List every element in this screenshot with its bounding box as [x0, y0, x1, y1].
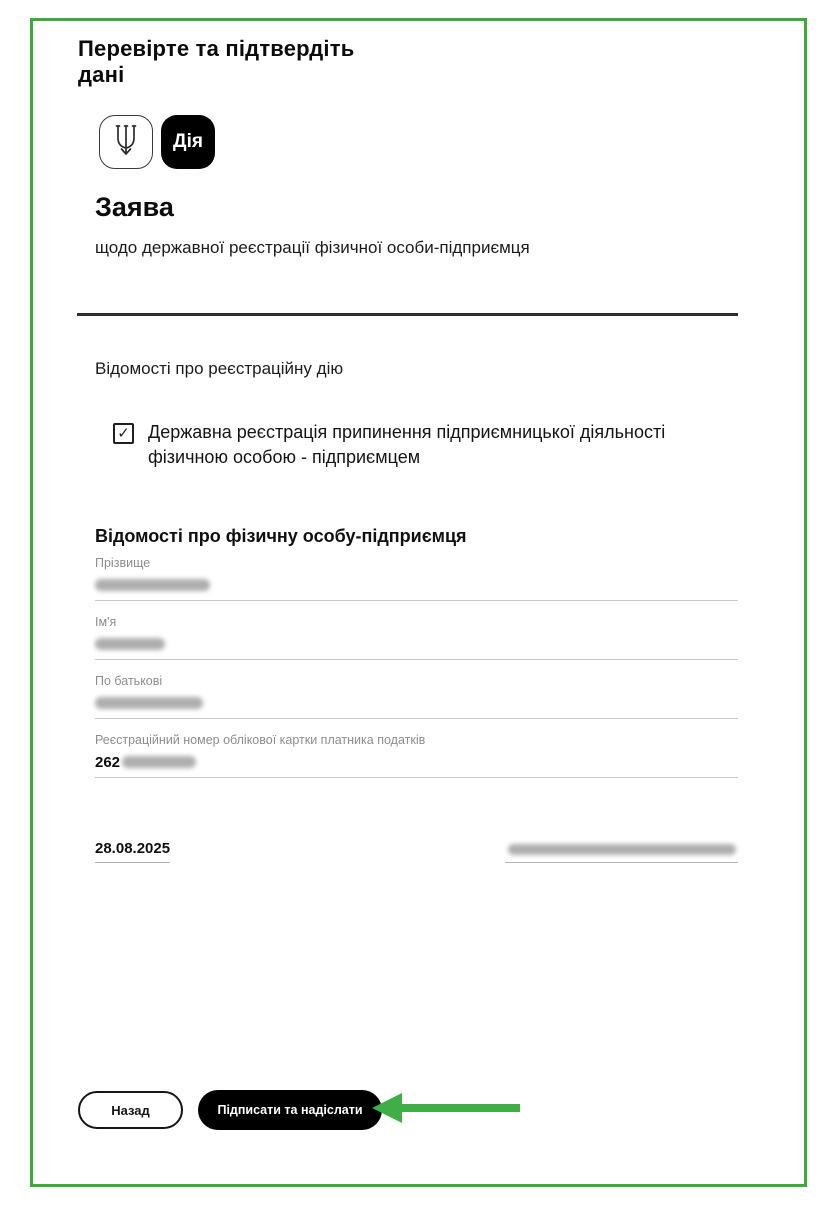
- document-subtitle: щодо державної реєстрації фізичної особи-підприємця: [95, 238, 530, 257]
- arrow-line: [400, 1104, 520, 1112]
- arrow-head-icon: [372, 1093, 402, 1123]
- field-patronymic-value: [95, 693, 738, 713]
- submit-button[interactable]: Підписати та надіслати: [198, 1090, 382, 1130]
- field-tax-number-label: Реєстраційний номер облікової картки платника податків: [95, 733, 426, 747]
- checkmark-icon: ✓: [117, 425, 130, 442]
- field-firstname-value: [95, 634, 738, 654]
- registration-action-checkbox-label: Державна реєстрація припинення підприємницької діяльності фізичною особою - підприємцем: [148, 422, 666, 467]
- field-surname-label: Прізвище: [95, 556, 151, 570]
- document-date: 28.08.2025: [95, 840, 170, 863]
- page-title: [78, 36, 354, 88]
- field-tax-number: [95, 733, 738, 778]
- redacted-value: [95, 579, 210, 591]
- logo-group: [99, 115, 215, 169]
- field-patronymic-label: По батькові: [95, 674, 163, 688]
- registration-action-checkbox[interactable]: [113, 423, 134, 444]
- field-firstname: [95, 615, 738, 660]
- page-title-line2: дані: [78, 62, 125, 87]
- application-document: [95, 191, 738, 863]
- section-heading-registration-action: Відомості про реєстраційну дію: [95, 359, 344, 378]
- back-button[interactable]: Назад: [78, 1091, 183, 1129]
- action-bar: [78, 1090, 382, 1130]
- signature-name-box: [505, 844, 738, 863]
- diia-logo-label: Дія: [173, 131, 203, 152]
- pointer-arrow: [372, 1093, 522, 1123]
- page-frame: [30, 18, 807, 1187]
- field-surname-value: [95, 575, 738, 595]
- page-title-line1: Перевірте та підтвердіть: [78, 36, 355, 61]
- section-heading-entrepreneur: Відомості про фізичну особу-підприємця: [95, 526, 467, 546]
- coat-of-arms-logo: [99, 115, 153, 169]
- field-firstname-label: Ім'я: [95, 615, 117, 629]
- divider: [77, 313, 738, 316]
- redacted-value: [95, 638, 165, 650]
- signature-row: [95, 840, 738, 863]
- redacted-value: [95, 697, 203, 709]
- field-surname: [95, 556, 738, 601]
- registration-action-checkbox-row: [113, 420, 738, 470]
- trident-icon: [113, 123, 139, 162]
- redacted-value: [122, 756, 196, 768]
- document-title: Заява: [95, 192, 174, 222]
- signature-redacted: [508, 844, 736, 855]
- tax-number-visible-digits: 262: [95, 753, 121, 771]
- field-patronymic: [95, 674, 738, 719]
- field-tax-number-value: [95, 752, 738, 772]
- diia-logo: [161, 115, 215, 169]
